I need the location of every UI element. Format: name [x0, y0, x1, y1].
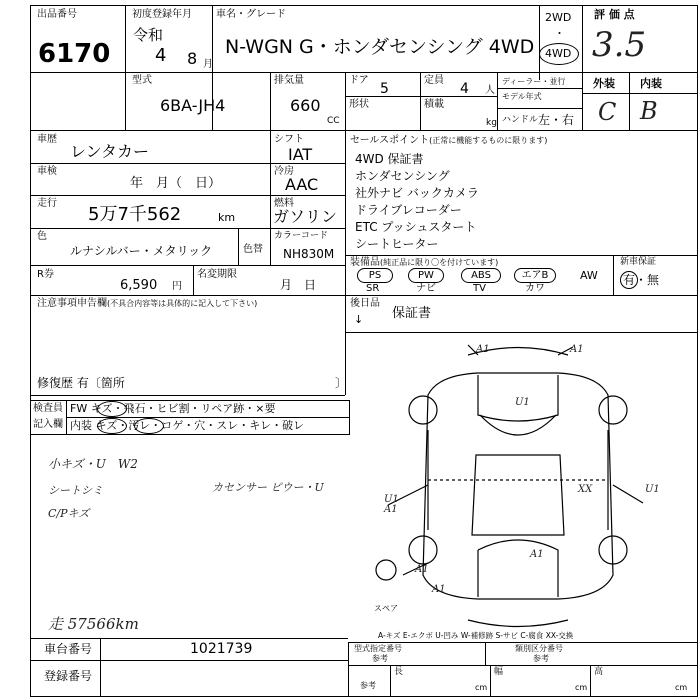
inspection-value: 年 月（ 日）: [130, 176, 222, 191]
chassis-value: 1021739: [190, 641, 253, 657]
note-mileage: 走 57566km: [48, 615, 139, 633]
warranty-label: 新車保証: [620, 257, 657, 267]
color-value: ルナシルバー・メタリック: [70, 244, 213, 258]
repair-bracket-close: 〕: [335, 376, 348, 390]
length-cm: cm: [475, 683, 488, 692]
drive-dot: ・: [554, 27, 565, 40]
interior-label: 内装: [640, 77, 662, 90]
mark-xx-right: XX: [578, 484, 593, 495]
recycle-value: 6,590: [120, 278, 158, 293]
reg-number-label: 登録番号: [44, 669, 93, 683]
equip-airbag: エアB: [514, 268, 556, 283]
color-change-label: 色替: [243, 244, 263, 255]
mark-u1-hood: U1: [515, 397, 530, 408]
color-code: NH830M: [283, 247, 335, 261]
note-line1: 小キズ・U W2: [48, 457, 138, 471]
interior-grade: B: [640, 97, 658, 125]
inspector-row1: FW キズ・飛石・ヒビ割・リペア跡・×要: [70, 402, 276, 415]
note-line2: シートシミ: [48, 484, 103, 497]
color-label: 色: [37, 231, 47, 242]
recycle-label: R券: [37, 269, 54, 280]
mileage-value: 5万7千562: [88, 204, 182, 225]
height-label: 高: [594, 667, 604, 677]
model-year-label: モデル年式: [502, 92, 542, 101]
inspector-label2: 記入欄: [33, 419, 63, 430]
equip-abs: ABS: [461, 268, 501, 283]
after-value: 保証書: [392, 306, 432, 321]
drive-4wd: 4WD: [545, 47, 572, 60]
length-ref: 参考: [360, 681, 376, 690]
class-label: 類別区分番号: [515, 644, 563, 653]
inspector-row2: 内装 キズ・汚レ・コゲ・穴・スレ・キレ・破レ: [70, 419, 305, 432]
inspection-label: 車検: [37, 166, 57, 177]
row2-yogore-circle: [134, 418, 164, 434]
caution-label: 注意事項申告欄(不具合内容等は具体的に記入して下さい): [37, 298, 258, 309]
person-unit: 人: [485, 85, 495, 96]
mark-a1-front-left: A1: [476, 344, 490, 355]
shift-value: IAT: [288, 145, 313, 164]
fuel-label: 燃料: [274, 198, 294, 209]
equip-aw: AW: [580, 269, 598, 282]
car-damage-diagram: [368, 335, 668, 635]
row1-kizu-circle: [97, 401, 127, 417]
cert-label: 型式指定番号: [354, 644, 402, 653]
capacity-label: 定員: [424, 75, 444, 86]
rating-label: 評 価 点: [594, 8, 635, 21]
length-label: 長: [394, 667, 404, 677]
inspector-label1: 検査員: [33, 403, 63, 414]
after-label: 後日品: [350, 298, 380, 309]
history-value: レンタカー: [70, 142, 149, 161]
selling-point-5: ETC プッシュスタート: [355, 220, 477, 234]
km-unit: km: [218, 211, 236, 224]
equip-leather: カワ: [525, 283, 545, 294]
car-name: N-WGN G・ホンダセンシング 4WD: [225, 36, 535, 58]
selling-point-4: ドライブレコーダー: [355, 203, 462, 217]
doors-label: ドア: [349, 75, 369, 86]
cert-ref: 参考: [372, 654, 388, 663]
warranty-value: 有・無: [623, 273, 660, 287]
width-label: 幅: [494, 667, 504, 677]
aircon-label: 冷房: [274, 166, 294, 177]
selling-point-2: ホンダセンシング: [355, 169, 450, 183]
height-cm: cm: [675, 683, 688, 692]
color-code-label: カラーコード: [274, 231, 329, 241]
mark-a1-front-right: A1: [570, 344, 584, 355]
mileage-label: 走行: [37, 198, 57, 209]
doors-value: 5: [380, 81, 389, 97]
title-deadline-value: 月 日: [280, 278, 317, 292]
dealer-label: ディーラー・並行: [502, 77, 566, 86]
history-label: 車歴: [37, 134, 57, 145]
mark-u1-right: U1: [645, 484, 660, 495]
damage-legend: A-キズ E-エクボ U-凹み W-補修跡 S-サビ C-腐食 XX-交換: [378, 631, 574, 640]
mark-u1-a1-left: U1 A1: [384, 494, 399, 515]
car-name-label: 車名・グレード: [216, 9, 286, 20]
reg-month: 8: [187, 49, 198, 68]
selling-points-label: セールスポイント(正常に機能するものに限ります): [350, 135, 548, 146]
drive-2wd: 2WD: [545, 11, 572, 24]
month-unit: 月: [203, 59, 213, 70]
note-line4: カセンサー ピウー・U: [212, 481, 324, 494]
equip-sr: SR: [366, 283, 380, 294]
rating-value: 3.5: [592, 25, 647, 65]
class-ref: 参考: [533, 654, 549, 663]
lot-label: 出品番号: [37, 9, 77, 20]
selling-point-1: 4WD 保証書: [355, 152, 424, 166]
exterior-label: 外装: [593, 77, 615, 90]
lot-number: 6170: [38, 39, 111, 69]
era: 令和: [133, 26, 164, 44]
model-value: 6BA-JH4: [160, 96, 226, 115]
capacity-value: 4: [460, 81, 469, 97]
chassis-label: 車台番号: [44, 642, 93, 656]
displacement-value: 660: [290, 96, 321, 115]
shape-label: 形状: [349, 99, 369, 110]
exterior-grade: C: [598, 98, 617, 126]
fuel-value: ガソリン: [273, 207, 338, 226]
model-label: 型式: [132, 75, 152, 86]
cc-unit: CC: [327, 116, 340, 126]
reg-year: 4: [155, 45, 167, 66]
mark-a1-rear-left: A1: [415, 564, 429, 575]
mark-a1-rear-bottom: A1: [432, 584, 446, 595]
handle-label: ハンドル: [502, 115, 539, 125]
handle-value: 左・右: [538, 113, 575, 127]
width-cm: cm: [575, 683, 588, 692]
displacement-label: 排気量: [274, 75, 304, 86]
after-arrow: ↓: [354, 313, 364, 326]
title-deadline-label: 名変期限: [197, 269, 237, 280]
shift-label: シフト: [274, 134, 304, 145]
equipment-label: 装備品(純正品に限り〇を付けています): [350, 257, 499, 268]
spare-label: スペア: [374, 604, 398, 613]
note-line3: C/Pキズ: [48, 507, 90, 520]
equip-pw: PW: [408, 268, 444, 283]
kg-unit: kg: [486, 118, 497, 128]
yen-unit: 円: [172, 281, 182, 292]
selling-point-6: シートヒーター: [355, 237, 439, 251]
mark-a1-rear-center: A1: [530, 549, 544, 560]
selling-point-3: 社外ナビ バックカメラ: [355, 186, 479, 200]
equip-navi: ナビ: [416, 283, 436, 294]
equip-tv: TV: [473, 283, 486, 294]
load-label: 積載: [424, 99, 444, 110]
row2-kizu-circle: [97, 418, 127, 434]
repair-history: 修復歴 有〔箇所: [37, 376, 125, 390]
first-reg-label: 初度登録年月: [132, 9, 192, 20]
equip-ps: PS: [357, 268, 393, 283]
aircon-value: AAC: [285, 175, 319, 194]
